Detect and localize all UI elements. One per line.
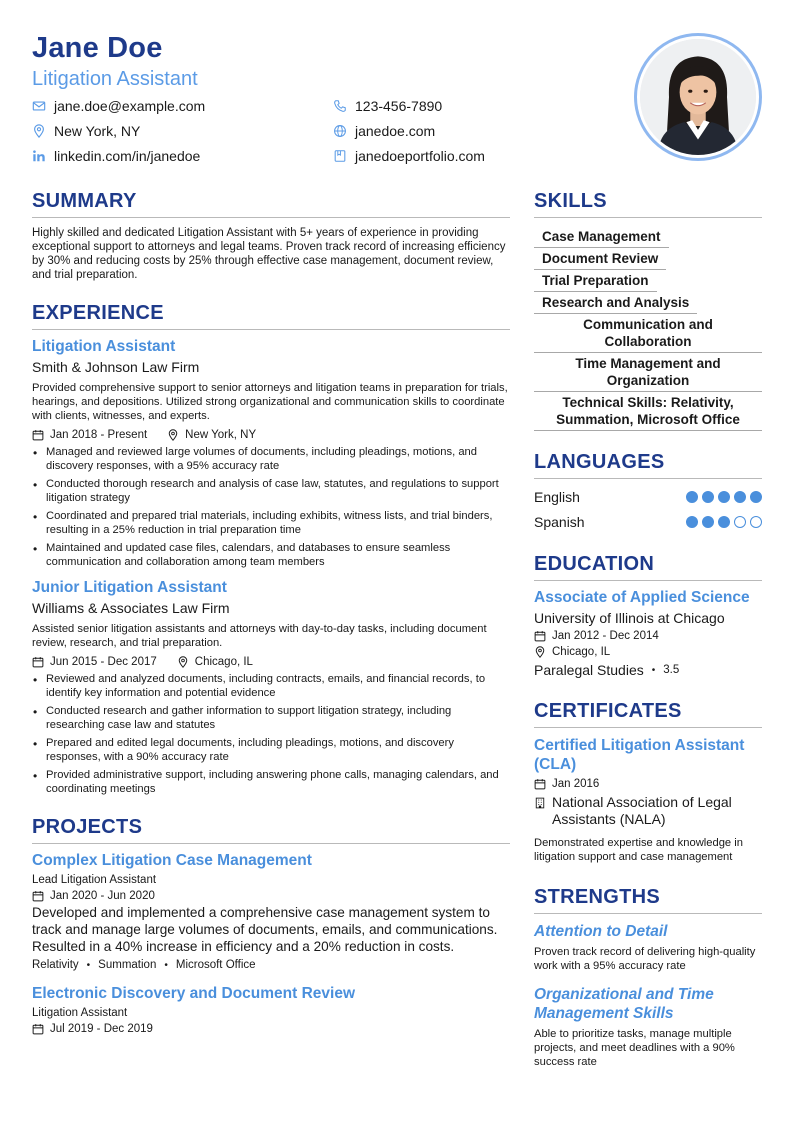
candidate-headline: Litigation Assistant (32, 68, 198, 90)
job-description: Assisted senior litigation assistants and attorneys with day-to-day tasks, including document review, research, and trial preparation. (32, 623, 487, 649)
tag-separator: • (164, 959, 168, 971)
contact-website[interactable] (333, 123, 435, 139)
contact-portfolio[interactable] (333, 148, 485, 164)
summary-text: Highly skilled and dedicated Litigation Assistant with 5+ years of experience in providing exceptional support to attorneys and legal teams. Proven track record of increasing efficiency by 30% and reducing costs by 25% through effective case management, document review, and trial preparation. (32, 227, 506, 281)
phone-icon (333, 99, 347, 113)
project-dates: Jan 2020 - Jun 2020 (50, 890, 155, 902)
calendar-icon (534, 778, 546, 790)
experience-entry (32, 579, 510, 796)
proficiency-dot (750, 491, 762, 503)
project-tag: Relativity (32, 959, 79, 971)
project-tags (32, 959, 510, 971)
education-dates-row (534, 630, 762, 642)
location-pin-icon (32, 124, 46, 138)
skill-item: Research and Analysis (534, 292, 697, 314)
contact-location (32, 123, 140, 139)
proficiency-dot (718, 516, 730, 528)
portfolio-icon (333, 149, 347, 163)
certificate-date: Jan 2016 (552, 778, 600, 790)
job-location: New York, NY (185, 429, 257, 441)
proficiency-dot (686, 491, 698, 503)
certificate-entry (534, 736, 762, 864)
proficiency-dot (750, 516, 762, 528)
project-entry (32, 852, 510, 971)
skill-item: Case Management (534, 226, 669, 248)
skill-item: Communication and Collaboration (534, 314, 762, 353)
job-title: Junior Litigation Assistant (32, 579, 227, 596)
bullet-item: • Managed and reviewed large volumes of documents, including pleadings, motions, and discovery responses, with a 95% accuracy rate (32, 445, 510, 473)
contact-linkedin[interactable] (32, 148, 200, 164)
education-location: Chicago, IL (552, 646, 611, 658)
portfolio-text: janedoeportfolio.com (355, 148, 485, 164)
location-pin-icon (534, 646, 546, 658)
education-entry (534, 589, 762, 678)
job-meta (32, 429, 510, 441)
gpa-value: 3.5 (663, 664, 680, 676)
education-field-row (534, 662, 762, 678)
strength-title: Attention to Detail (534, 923, 668, 940)
strengths-list (534, 922, 762, 1069)
globe-icon (333, 124, 347, 138)
strength-description: Proven track record of delivering high-quality work with a 95% accuracy rate (534, 946, 756, 972)
project-description: Developed and implemented a comprehensive case management system to track and manage large volumes of documents, emails, and communications. Resulted in a 40% increase in efficiency and a 20% reduction in costs. (32, 905, 498, 954)
mail-icon (32, 99, 46, 113)
projects-heading: PROJECTS (32, 816, 510, 844)
avatar-illustration (640, 39, 756, 155)
bullet-item: • Coordinated and prepared trial materials, including exhibits, witness lists, and trial binders, resulting in a 25% reduction in trial preparation time (32, 509, 510, 537)
proficiency-dots (682, 491, 762, 503)
experience-heading: EXPERIENCE (32, 302, 510, 330)
languages-heading: LANGUAGES (534, 451, 762, 479)
bullet-item: • Reviewed and analyzed documents, including contracts, emails, and financial records, to identify key information and potential evidence (32, 672, 510, 700)
project-role: Lead Litigation Assistant (32, 874, 157, 886)
contact-phone[interactable] (333, 98, 442, 114)
project-title: Complex Litigation Case Management (32, 852, 312, 869)
location-pin-icon (177, 656, 189, 668)
proficiency-dot (734, 516, 746, 528)
skill-item: Document Review (534, 248, 666, 270)
certificate-issuer: National Association of Legal Assistants (NALA) (552, 794, 732, 827)
project-meta (32, 1023, 510, 1035)
project-tag: Summation (98, 959, 157, 971)
language-name: English (534, 488, 580, 505)
degree-title: Associate of Applied Science (534, 589, 750, 606)
summary-heading: SUMMARY (32, 190, 510, 218)
project-entry (32, 985, 510, 1035)
linkedin-text: linkedin.com/in/janedoe (54, 148, 201, 164)
left-column (32, 190, 510, 1039)
job-bullets (32, 445, 510, 569)
calendar-icon (32, 656, 44, 668)
language-name: Spanish (534, 513, 585, 530)
location-text: New York, NY (54, 123, 141, 139)
proficiency-dot (718, 491, 730, 503)
job-dates: Jun 2015 - Dec 2017 (50, 656, 157, 668)
experience-entry (32, 338, 510, 569)
bullet-item: • Prepared and edited legal documents, including pleadings, motions, and discovery responses, with a 90% accuracy rate (32, 736, 510, 764)
education-heading: EDUCATION (534, 553, 762, 581)
calendar-icon (32, 1023, 44, 1035)
bullet-item: • Maintained and updated case files, calendars, and databases to ensure seamless communication and collaboration among team members (32, 541, 510, 569)
linkedin-icon (32, 149, 46, 163)
skill-item: Technical Skills: Relativity, Summation, Microsoft Office (534, 392, 762, 431)
education-dates: Jan 2012 - Dec 2014 (552, 630, 659, 642)
skills-list (534, 226, 762, 431)
calendar-icon (32, 890, 44, 902)
job-location: Chicago, IL (194, 656, 253, 668)
profile-photo-frame (634, 33, 762, 161)
project-dates: Jul 2019 - Dec 2019 (50, 1023, 153, 1035)
languages-list (534, 487, 762, 531)
job-title: Litigation Assistant (32, 338, 176, 355)
strengths-heading: STRENGTHS (534, 886, 762, 914)
bullet-item: • Conducted thorough research and analysis of case law, statutes, and regulations to support litigation strategy (32, 477, 510, 505)
proficiency-dot (734, 491, 746, 503)
email-text: jane.doe@example.com (54, 98, 206, 114)
separator: • (651, 664, 656, 676)
calendar-icon (534, 630, 546, 642)
tag-separator: • (86, 959, 91, 971)
skills-heading: SKILLS (534, 190, 762, 218)
proficiency-dot (702, 491, 714, 503)
job-meta (32, 656, 510, 668)
building-icon (534, 797, 546, 809)
certificate-description: Demonstrated expertise and knowledge in litigation support and case management (534, 837, 743, 863)
job-dates: Jan 2018 - Present (50, 429, 148, 441)
education-location-row (534, 646, 762, 658)
location-pin-icon (167, 429, 179, 441)
certificate-issuer-row (534, 794, 762, 828)
certificate-name: Certified Litigation Assistant (CLA) (534, 737, 745, 773)
certificate-date-row (534, 778, 762, 790)
strength-description: Able to prioritize tasks, manage multiple projects, and meet deadlines with a 90% success rate (534, 1028, 735, 1068)
proficiency-dots (682, 516, 762, 528)
certificates-heading: CERTIFICATES (534, 700, 762, 728)
proficiency-dot (702, 516, 714, 528)
company-name: Smith & Johnson Law Firm (32, 359, 200, 375)
job-description: Provided comprehensive support to senior attorneys and litigation teams in preparation for trials, hearings, and depositions. Utilized strong organizational and communication skills to coordinate with clients, witnesses, and experts. (32, 382, 508, 422)
phone-text: 123-456-7890 (355, 98, 443, 114)
calendar-icon (32, 429, 44, 441)
right-column (534, 190, 762, 1069)
company-name: Williams & Associates Law Firm (32, 600, 230, 616)
project-tag: Microsoft Office (175, 959, 256, 971)
language-row (534, 512, 762, 531)
job-bullets (32, 672, 510, 796)
candidate-name: Jane Doe (32, 32, 163, 64)
skill-item: Time Management and Organization (534, 353, 762, 392)
bullet-item: • Provided administrative support, including answering phone calls, managing calendars, and coordinating meetings (32, 768, 510, 796)
skill-item: Trial Preparation (534, 270, 657, 292)
website-text: janedoe.com (355, 123, 436, 139)
proficiency-dot (686, 516, 698, 528)
school-name: University of Illinois at Chicago (534, 610, 725, 626)
project-title: Electronic Discovery and Document Review (32, 985, 356, 1002)
profile-photo (640, 39, 756, 155)
strength-title: Organizational and Time Management Skills (534, 986, 714, 1022)
project-role: Litigation Assistant (32, 1007, 128, 1019)
language-row (534, 487, 762, 506)
field-of-study: Paralegal Studies (534, 662, 644, 678)
contact-email[interactable] (32, 98, 205, 114)
bullet-item: • Conducted research and gather information to support litigation strategy, including researching case law and statutes (32, 704, 510, 732)
project-meta (32, 890, 510, 902)
